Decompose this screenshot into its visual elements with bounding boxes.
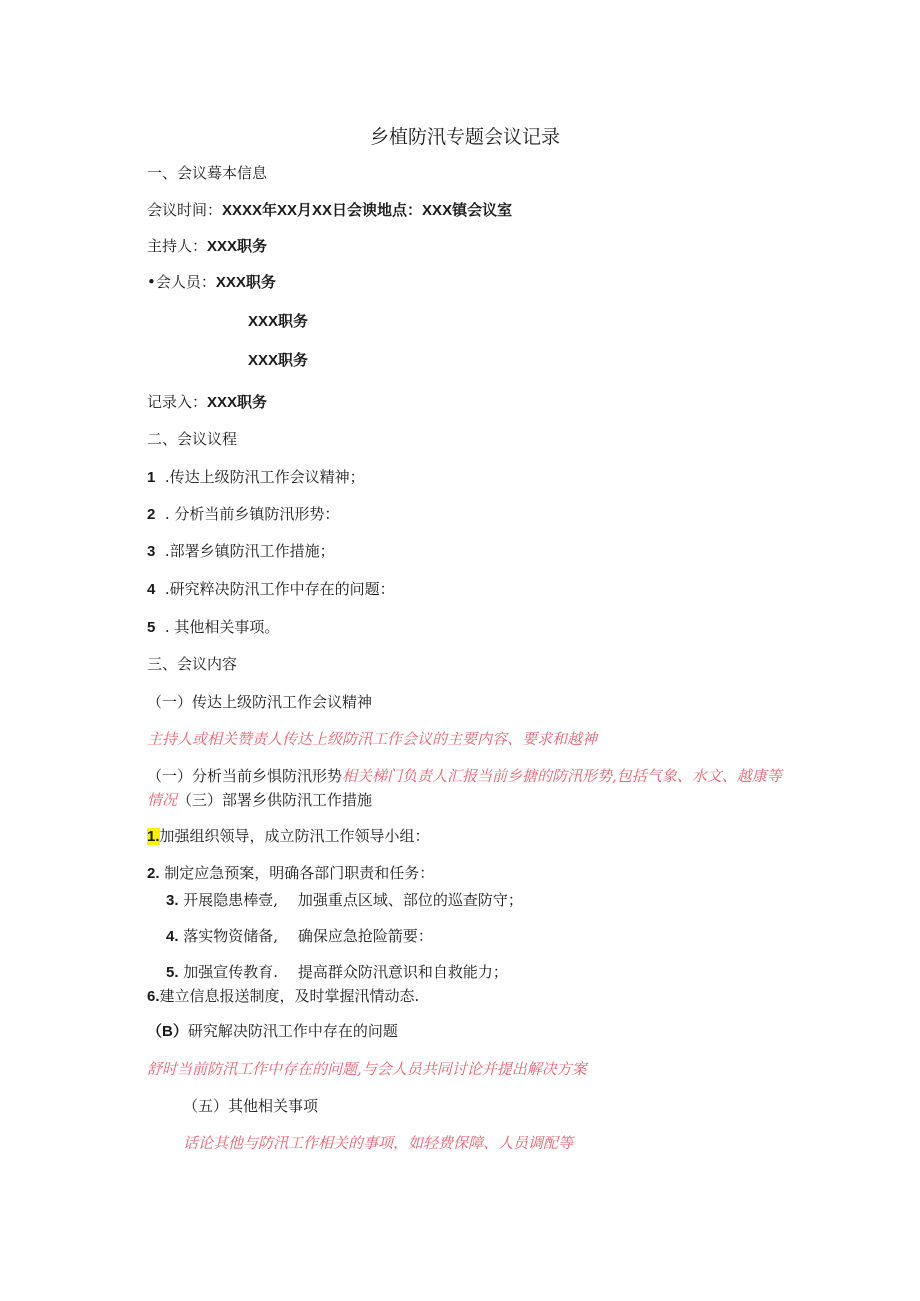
meeting-time <box>147 200 512 221</box>
measure-num: 4. <box>166 928 179 945</box>
agenda-text: . 其他相关事项。 <box>164 618 280 636</box>
sub4-text: 研究解决防汛工作中存在的问题 <box>187 1022 398 1040</box>
agenda-text: . 分析当前乡镇防汛形势： <box>164 505 340 523</box>
agenda-num: 3 <box>147 543 156 560</box>
measure-item <box>147 863 434 884</box>
measure-num: 6. <box>147 988 160 1005</box>
measure-item <box>147 826 430 847</box>
host <box>147 236 267 257</box>
measure-num: 1. <box>147 828 160 845</box>
agenda-item <box>147 467 365 488</box>
host-label: 主持人： <box>147 237 208 255</box>
agenda-item <box>147 541 335 562</box>
agenda-item <box>147 504 339 525</box>
sub4-label: （B） <box>147 1023 188 1040</box>
agenda-item <box>147 579 395 600</box>
measure-item <box>166 926 433 947</box>
measure-num: 3. <box>166 892 179 909</box>
agenda-text: .部署乡镇防汛工作措施； <box>164 542 335 560</box>
sub2-note: 相关梯门负责人汇报当前乡搪的防汛形势,包括气象、水文、越康等情况 <box>147 767 782 809</box>
measure-num: 2. <box>147 865 160 882</box>
measure-text: 建立信息报送制度，及时掌握汛情动态. <box>159 987 420 1005</box>
measure-text: 制定应急预案，明确各部门职责和任务： <box>159 864 435 882</box>
sub4-note: 舒时当前防汛工作中存在的问题,与会人员共同讨论并提出解决方案 <box>147 1060 587 1078</box>
attendee-1: XXX职务 <box>215 274 276 291</box>
agenda-num: 4 <box>147 581 156 598</box>
agenda-text: .传达上级防汛工作会议精神； <box>164 468 365 486</box>
sub3-heading: （三）部署乡供防汛工作措施 <box>177 791 373 809</box>
attendee-3: XXX职务 <box>248 352 309 369</box>
host-value: XXX职务 <box>207 238 268 255</box>
measure-num: 5. <box>166 964 179 981</box>
meeting-time-label: 会议时间： <box>147 201 223 219</box>
sub2-heading: （一）分析当前乡惧防汛形势 <box>147 767 343 785</box>
agenda-text: .研究粹决防汛工作中存在的问题： <box>164 580 395 598</box>
measure-text: 开展隐患棒壹, 加强重点区域、部位的巡查防守； <box>178 891 523 909</box>
section3-heading: 三、会议内容 <box>147 655 238 673</box>
sub1-note: 主持人或相关赞责人传达上级防汛工作会议的主要内容、要求和越神 <box>147 730 598 748</box>
agenda-num: 5 <box>147 619 156 636</box>
measure-item <box>147 986 419 1007</box>
sub1-heading: （一）传达上级防汛工作会议精神 <box>147 693 373 711</box>
attendees <box>147 272 276 293</box>
measure-text: 加强组织领导，成立防汛工作领导小组： <box>159 827 430 845</box>
sub4-heading <box>147 1021 398 1042</box>
agenda-item <box>147 617 279 638</box>
recorder-value: XXX职务 <box>207 394 268 411</box>
agenda-num: 2 <box>147 506 156 523</box>
measure-item <box>166 962 508 983</box>
measure-text: 加强宣传教育. 提高群众防汛意识和自救能力； <box>178 963 508 981</box>
agenda-num: 1 <box>147 469 156 486</box>
recorder-label: 记录入： <box>147 393 208 411</box>
recorder <box>147 392 267 413</box>
attendee-2: XXX职务 <box>248 313 309 330</box>
sub2-paragraph <box>147 764 792 812</box>
attendees-label: •会人员： <box>147 273 216 291</box>
measure-text: 落实物资储备, 确保应急抢险箭要： <box>178 927 433 945</box>
measure-item <box>166 890 523 911</box>
sub5-note: 话论其他与防汛工作相关的事项，如轻费保障、人员调配等 <box>183 1134 574 1152</box>
meeting-time-value: XXXX年XX月XX日会谀地点：XXX镇会议室 <box>222 202 513 219</box>
sub5-heading: （五）其他相关事项 <box>183 1097 319 1115</box>
section1-heading: 一、会议蓦本信息 <box>147 164 268 182</box>
section2-heading: 二、会议议程 <box>147 430 238 448</box>
page-title: 乡植防汛专题会议记录 <box>370 126 561 148</box>
